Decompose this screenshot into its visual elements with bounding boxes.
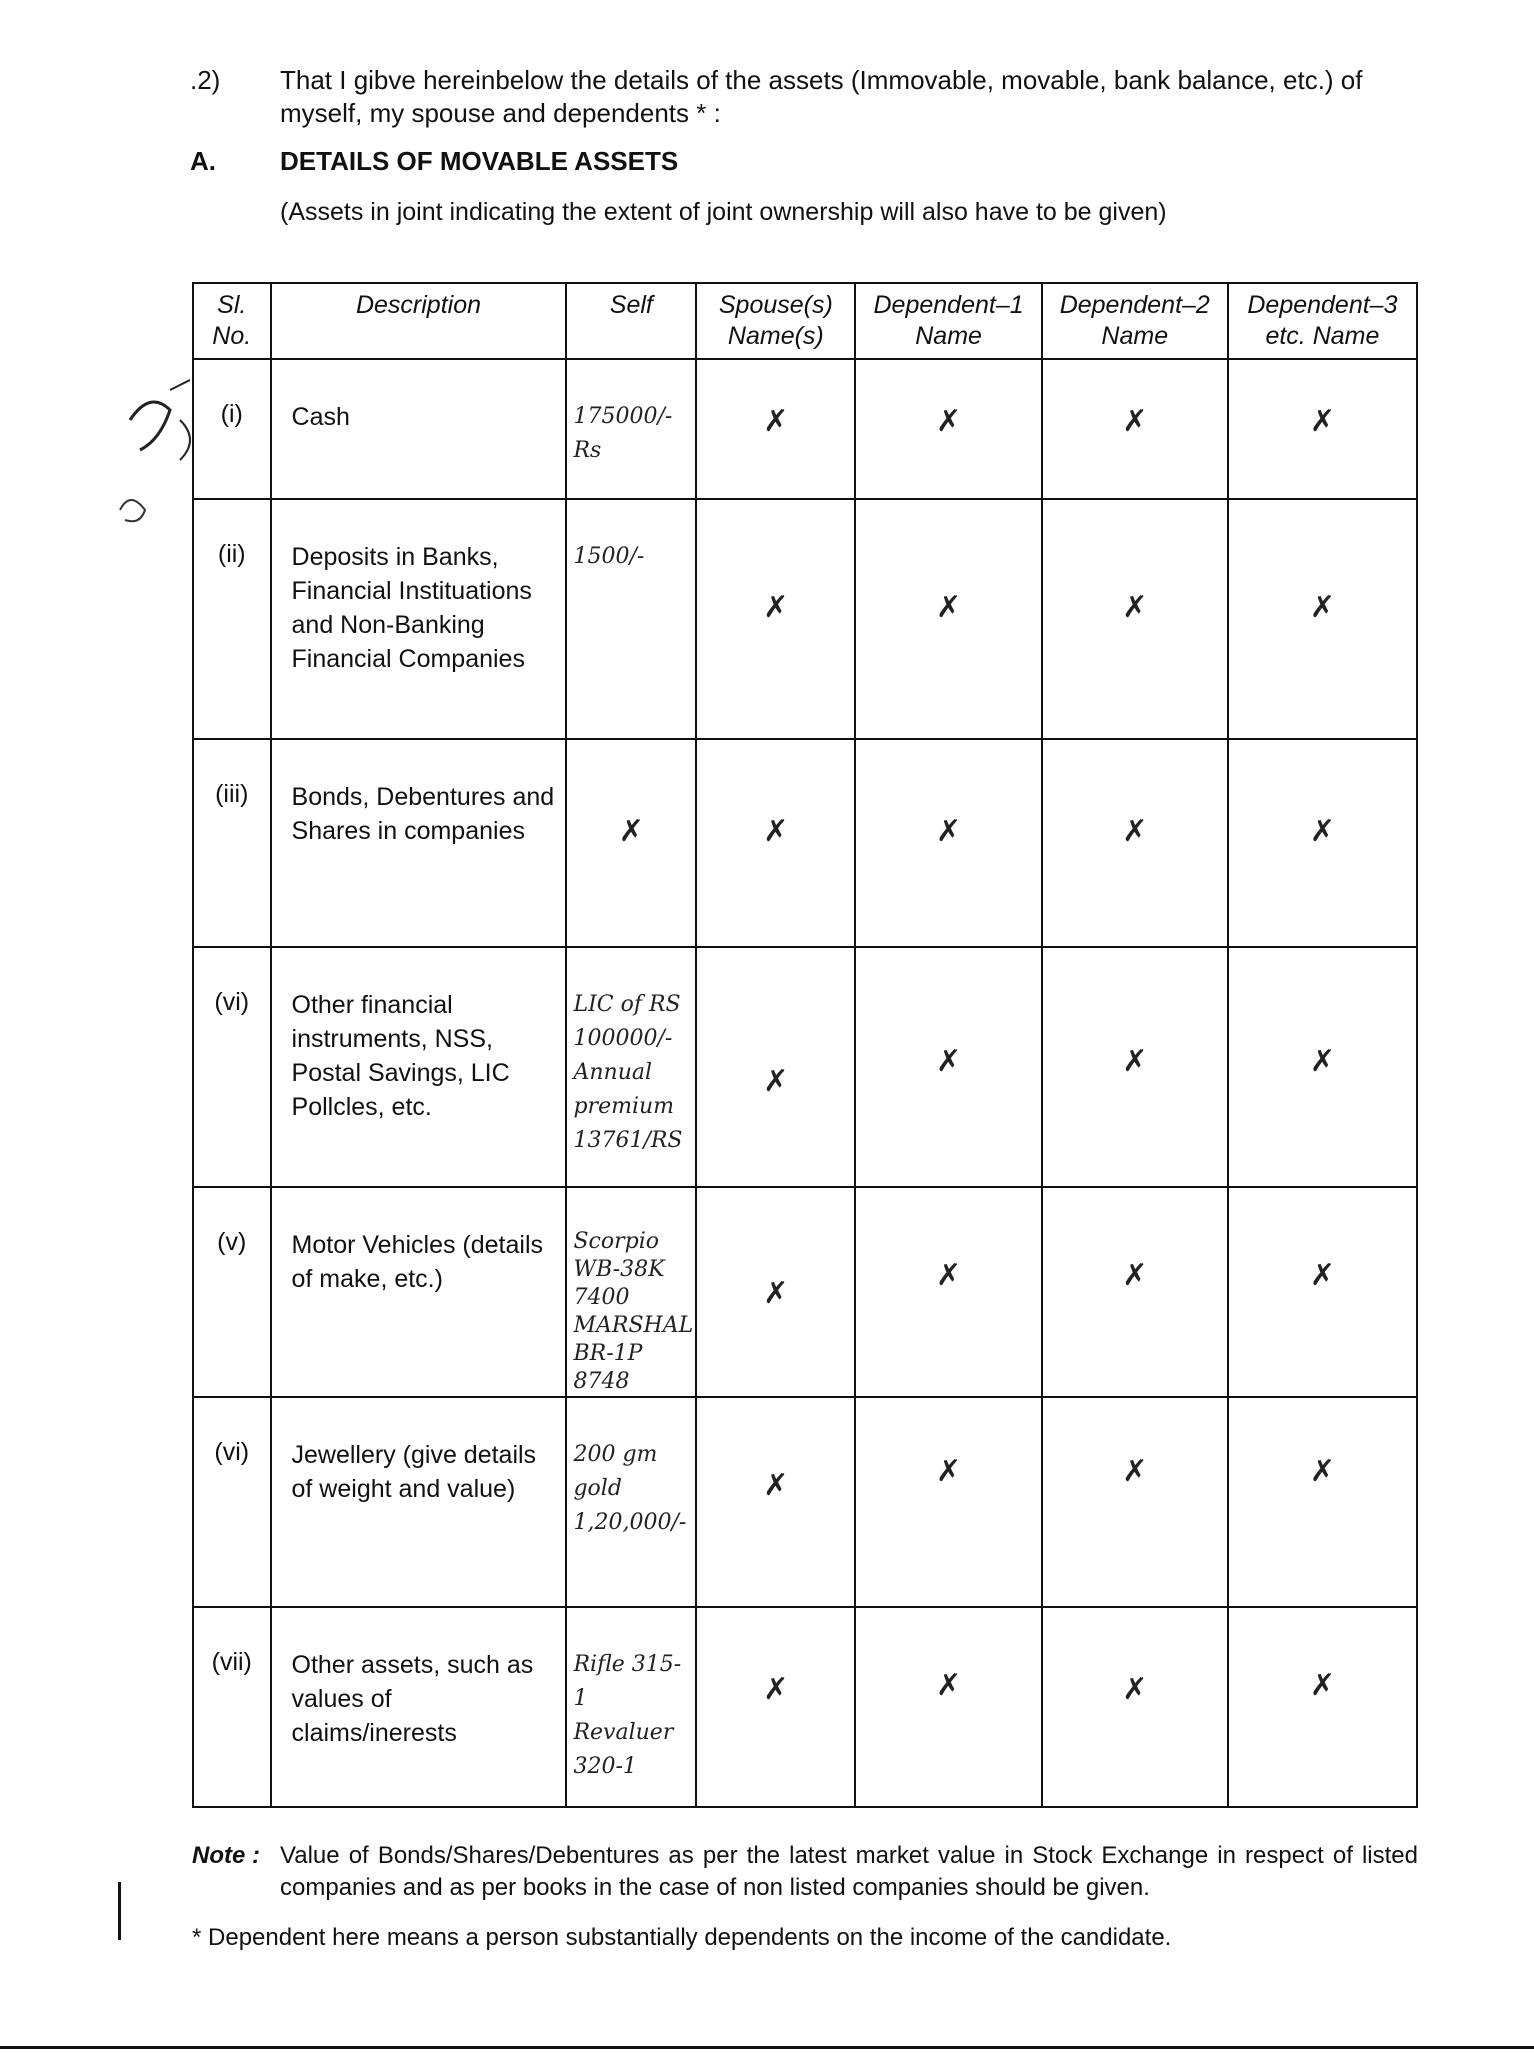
cross-mark: ✗ [763, 1672, 789, 1707]
cross-mark: ✗ [763, 1064, 789, 1099]
cross-mark: ✗ [1122, 1258, 1148, 1293]
row-sl: (vi) [193, 947, 271, 1187]
row-spouse [696, 499, 855, 739]
margin-mark [118, 1882, 121, 1940]
handwritten-margin-scribble [100, 360, 210, 720]
table-row [193, 1397, 1417, 1607]
row-sl: (i) [193, 359, 271, 499]
cross-mark: ✗ [1309, 1668, 1335, 1703]
cross-mark: ✗ [936, 1258, 962, 1293]
section-letter: A. [190, 146, 216, 176]
row-dependent-1 [855, 359, 1041, 499]
cross-mark: ✗ [763, 590, 789, 625]
row-dependent-3 [1228, 1397, 1417, 1607]
dependent-footnote: * Dependent here means a person substantially dependents on the income of the candidate. [192, 1924, 1172, 1951]
row-sl: (vi) [193, 1397, 271, 1607]
table-row [193, 739, 1417, 947]
row-description: Other financial instruments, NSS, Postal Savings, LIC Pollcles, etc. [271, 947, 567, 1187]
cross-mark: ✗ [1122, 590, 1148, 625]
table-row [193, 499, 1417, 739]
cross-mark: ✗ [1122, 404, 1148, 439]
row-dependent-2 [1042, 359, 1228, 499]
row-dependent-2 [1042, 1187, 1228, 1397]
row-self: 1500/- [566, 499, 696, 739]
header-self: Self [566, 283, 696, 359]
cross-mark: ✗ [936, 814, 962, 849]
cross-mark: ✗ [1122, 814, 1148, 849]
row-dependent-1 [855, 1187, 1041, 1397]
row-dependent-3 [1228, 947, 1417, 1187]
table-header-row [193, 283, 1417, 359]
row-description: Jewellery (give details of weight and value) [271, 1397, 567, 1607]
cross-mark: ✗ [1122, 1672, 1148, 1707]
note-label: Note : [192, 1842, 260, 1869]
row-spouse [696, 739, 855, 947]
cross-mark: ✗ [1309, 404, 1335, 439]
intro-number: .2) [190, 65, 221, 95]
table-row [193, 1187, 1417, 1397]
row-sl: (v) [193, 1187, 271, 1397]
cross-mark: ✗ [618, 814, 644, 849]
row-dependent-2 [1042, 1397, 1228, 1607]
row-spouse [696, 947, 855, 1187]
row-description: Cash [271, 359, 567, 499]
cross-mark: ✗ [936, 1668, 962, 1703]
table-row [193, 1607, 1417, 1807]
intro-text: That I gibve hereinbelow the details of the assets (Immovable, movable, bank balance, etc.) of myself, my spouse and dependents * : [280, 65, 1363, 128]
section-title: DETAILS OF MOVABLE ASSETS [280, 146, 679, 176]
row-spouse [696, 1397, 855, 1607]
row-spouse [696, 1607, 855, 1807]
row-dependent-3 [1228, 1607, 1417, 1807]
cross-mark: ✗ [936, 404, 962, 439]
header-sl: Sl. No. [193, 283, 271, 359]
row-self: 200 gm gold 1,20,000/- [566, 1397, 696, 1607]
row-self: LIC of RS 100000/- Annual premium 13761/RS [566, 947, 696, 1187]
row-description: Deposits in Banks, Financial Instituations and Non-Banking Financial Companies [271, 499, 567, 739]
cross-mark: ✗ [1309, 590, 1335, 625]
cross-mark: ✗ [763, 404, 789, 439]
row-spouse [696, 1187, 855, 1397]
row-self: 175000/- Rs [566, 359, 696, 499]
cross-mark: ✗ [1309, 1044, 1335, 1079]
header-description: Description [271, 283, 567, 359]
row-dependent-3 [1228, 499, 1417, 739]
row-dependent-3 [1228, 1187, 1417, 1397]
row-sl: (iii) [193, 739, 271, 947]
cross-mark: ✗ [1309, 1258, 1335, 1293]
row-self: Rifle 315-1 Revaluer 320-1 [566, 1607, 696, 1807]
row-dependent-1 [855, 1607, 1041, 1807]
cross-mark: ✗ [936, 1454, 962, 1489]
row-dependent-3 [1228, 359, 1417, 499]
row-dependent-3 [1228, 739, 1417, 947]
cross-mark: ✗ [936, 590, 962, 625]
row-self [566, 739, 696, 947]
table-row [193, 359, 1417, 499]
cross-mark: ✗ [763, 1276, 789, 1311]
row-dependent-1 [855, 739, 1041, 947]
movable-assets-table [192, 282, 1418, 1808]
page-bottom-rule [0, 2046, 1534, 2049]
row-dependent-1 [855, 947, 1041, 1187]
row-dependent-2 [1042, 739, 1228, 947]
cross-mark: ✗ [1309, 814, 1335, 849]
row-dependent-1 [855, 1397, 1041, 1607]
row-description: Bonds, Debentures and Shares in companies [271, 739, 567, 947]
row-sl: (ii) [193, 499, 271, 739]
row-description: Motor Vehicles (details of make, etc.) [271, 1187, 567, 1397]
row-dependent-2 [1042, 499, 1228, 739]
header-dependent-2: Dependent–2 Name [1042, 283, 1228, 359]
row-spouse [696, 359, 855, 499]
header-dependent-3: Dependent–3 etc. Name [1228, 283, 1417, 359]
cross-mark: ✗ [1309, 1454, 1335, 1489]
cross-mark: ✗ [763, 1468, 789, 1503]
cross-mark: ✗ [1122, 1044, 1148, 1079]
cross-mark: ✗ [1122, 1454, 1148, 1489]
cross-mark: ✗ [763, 814, 789, 849]
row-dependent-2 [1042, 1607, 1228, 1807]
section-subnote: (Assets in joint indicating the extent of joint ownership will also have to be given) [280, 198, 1167, 226]
header-spouse: Spouse(s) Name(s) [696, 283, 855, 359]
row-dependent-1 [855, 499, 1041, 739]
cross-mark: ✗ [936, 1044, 962, 1079]
table-row [193, 947, 1417, 1187]
row-description: Other assets, such as values of claims/inerests [271, 1607, 567, 1807]
note-text: Value of Bonds/Shares/Debentures as per the latest market value in Stock Exchange in respect of listed companies and as per books in the case of non listed companies should be given. [280, 1842, 1418, 1901]
row-self: Scorpio WB-38K 7400 MARSHAL BR-1P 8748 [566, 1187, 696, 1397]
row-sl: (vii) [193, 1607, 271, 1807]
header-dependent-1: Dependent–1 Name [855, 283, 1041, 359]
row-dependent-2 [1042, 947, 1228, 1187]
